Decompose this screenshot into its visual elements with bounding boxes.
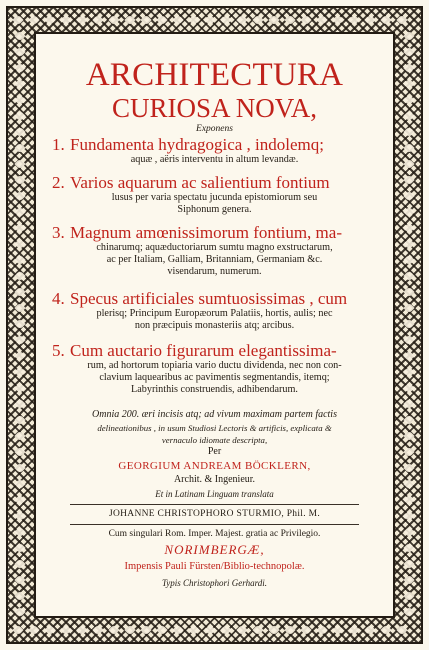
border-leaf-ornament xyxy=(403,478,414,489)
item-line: chinarumq; aquæductoriarum sumtu magno exstructarum, xyxy=(96,242,333,253)
border-leaf-ornament xyxy=(403,494,414,505)
border-leaf-ornament xyxy=(403,414,414,425)
border-leaf-ornament xyxy=(316,624,327,635)
border-leaf-ornament xyxy=(140,14,151,25)
item-line: Labyrinthis construendis, adhibendarum. xyxy=(131,384,298,395)
border-leaf-ornament xyxy=(14,462,25,473)
border-leaf-ornament xyxy=(140,624,151,635)
border-leaf-ornament xyxy=(28,624,39,635)
item-number: 1. xyxy=(52,135,65,154)
border-leaf-ornament xyxy=(188,14,199,25)
border-leaf-ornament xyxy=(14,206,25,217)
border-leaf-ornament xyxy=(14,526,25,537)
border-leaf-ornament xyxy=(236,14,247,25)
border-leaf-ornament xyxy=(14,190,25,201)
border-leaf-ornament xyxy=(14,366,25,377)
border-leaf-ornament xyxy=(403,398,414,409)
border-leaf-ornament xyxy=(60,14,71,25)
border-leaf-ornament xyxy=(14,110,25,121)
border-leaf-ornament xyxy=(403,222,414,233)
border-leaf-ornament xyxy=(403,334,414,345)
border-leaf-ornament xyxy=(108,14,119,25)
border-leaf-ornament xyxy=(403,526,414,537)
border-leaf-ornament xyxy=(364,624,375,635)
border-leaf-ornament xyxy=(396,14,407,25)
item-line: rum, ad hortorum topiaria vario ductu dividenda, nec non con- xyxy=(87,360,342,371)
border-leaf-ornament xyxy=(403,302,414,313)
border-leaf-ornament xyxy=(12,624,23,635)
item-heading: Varios aquarum ac salientium fontium xyxy=(70,173,330,192)
border-leaf-ornament xyxy=(76,624,87,635)
item-number: 3. xyxy=(52,223,65,242)
border-leaf-ornament xyxy=(403,606,414,617)
omnia-line-2: delineationibus , in usum Studiosi Lectoris & artificis, explicata & xyxy=(97,423,332,433)
border-leaf-ornament xyxy=(14,510,25,521)
item-line: plerisq; Principum Europæorum Palatiis, hortis, aulis; nec xyxy=(96,308,333,319)
border-leaf-ornament xyxy=(403,110,414,121)
border-leaf-ornament xyxy=(403,446,414,457)
border-leaf-ornament xyxy=(403,286,414,297)
border-leaf-ornament xyxy=(14,286,25,297)
border-leaf-ornament xyxy=(300,624,311,635)
border-leaf-ornament xyxy=(204,14,215,25)
item-line: aquæ , aëris interventu in altum levandæ. xyxy=(130,154,299,165)
border-leaf-ornament xyxy=(403,254,414,265)
border-leaf-ornament xyxy=(403,590,414,601)
item-heading: Cum auctario figurarum elegantissima- xyxy=(70,341,337,360)
border-leaf-ornament xyxy=(14,446,25,457)
border-leaf-ornament xyxy=(403,318,414,329)
border-leaf-ornament xyxy=(403,190,414,201)
border-leaf-ornament xyxy=(124,624,135,635)
border-leaf-ornament xyxy=(403,350,414,361)
border-leaf-ornament xyxy=(348,624,359,635)
divider xyxy=(70,524,359,525)
item-line: Siphonum genera. xyxy=(177,204,252,215)
author-name: GEORGIUM ANDREAM BÖCKLERN, xyxy=(118,460,311,472)
border-leaf-ornament xyxy=(14,238,25,249)
border-leaf-ornament xyxy=(403,206,414,217)
border-leaf-ornament xyxy=(156,624,167,635)
border-leaf-ornament xyxy=(60,624,71,635)
imprint-publisher: Impensis Pauli Fürsten/Biblio-technopolæ. xyxy=(124,561,305,572)
border-leaf-ornament xyxy=(284,624,295,635)
border-leaf-ornament xyxy=(14,270,25,281)
border-leaf-ornament xyxy=(14,318,25,329)
border-leaf-ornament xyxy=(403,270,414,281)
border-leaf-ornament xyxy=(268,14,279,25)
border-leaf-ornament xyxy=(403,142,414,153)
border-leaf-ornament xyxy=(284,14,295,25)
per-label: Per xyxy=(207,446,222,457)
border-leaf-ornament xyxy=(14,78,25,89)
contents-item-4 xyxy=(52,289,377,332)
omnia-line-3: vernaculo idiomate descripta, xyxy=(161,435,268,445)
border-leaf-ornament xyxy=(14,414,25,425)
border-leaf-ornament xyxy=(14,94,25,105)
border-leaf-ornament xyxy=(14,542,25,553)
border-leaf-ornament xyxy=(14,46,25,57)
title-line-2: CURIOSA NOVA, xyxy=(111,93,318,123)
border-leaf-ornament xyxy=(403,126,414,137)
privilege-line: Cum singulari Rom. Imper. Majest. gratia ac Privilegio. xyxy=(108,529,321,539)
border-leaf-ornament xyxy=(403,574,414,585)
border-leaf-ornament xyxy=(403,62,414,73)
border-leaf-ornament xyxy=(14,350,25,361)
border-leaf-ornament xyxy=(28,14,39,25)
item-number: 5. xyxy=(52,341,65,360)
border-leaf-ornament xyxy=(220,14,231,25)
contents-item-3 xyxy=(52,223,377,278)
item-heading: Specus artificiales sumtuosissimas , cum xyxy=(70,289,348,308)
border-leaf-ornament xyxy=(403,30,414,41)
item-line: ac per Italiam, Galliam, Britanniam, Germaniam &c. xyxy=(106,254,323,265)
border-leaf-ornament xyxy=(220,624,231,635)
border-leaf-ornament xyxy=(14,302,25,313)
border-leaf-ornament xyxy=(14,574,25,585)
border-leaf-ornament xyxy=(300,14,311,25)
border-leaf-ornament xyxy=(380,14,391,25)
border-leaf-ornament xyxy=(403,238,414,249)
border-leaf-ornament xyxy=(252,14,263,25)
border-leaf-ornament xyxy=(380,624,391,635)
title-line-1: ARCHITECTURA xyxy=(85,57,344,93)
border-leaf-ornament xyxy=(156,14,167,25)
border-leaf-ornament xyxy=(92,14,103,25)
translator-name: JOHANNE CHRISTOPHORO STURMIO, Phil. M. xyxy=(108,509,320,519)
border-leaf-ornament xyxy=(124,14,135,25)
border-leaf-ornament xyxy=(14,558,25,569)
contents-item-5 xyxy=(52,341,377,396)
item-line: visendarum, numerum. xyxy=(167,266,262,277)
omnia-line-1: Omnia 200. æri incisis atq; ad vivum maximam partem factis xyxy=(92,409,337,420)
border-leaf-ornament xyxy=(188,624,199,635)
border-leaf-ornament xyxy=(348,14,359,25)
border-leaf-ornament xyxy=(332,624,343,635)
border-leaf-ornament xyxy=(252,624,263,635)
border-leaf-ornament xyxy=(403,94,414,105)
border-leaf-ornament xyxy=(403,174,414,185)
border-leaf-ornament xyxy=(403,558,414,569)
contents-item-2 xyxy=(52,173,377,216)
item-number: 4. xyxy=(52,289,65,308)
item-line: non præcipuis monasteriis atq; arcibus. xyxy=(134,320,295,331)
border-leaf-ornament xyxy=(403,46,414,57)
border-leaf-ornament xyxy=(76,14,87,25)
border-leaf-ornament xyxy=(332,14,343,25)
border-leaf-ornament xyxy=(14,254,25,265)
author-role: Archit. & Ingenieur. xyxy=(173,474,256,485)
border-leaf-ornament xyxy=(44,14,55,25)
item-line: lusus per varia spectatu jucunda epistomiorum seu xyxy=(111,192,318,203)
border-leaf-ornament xyxy=(14,606,25,617)
border-leaf-ornament xyxy=(44,624,55,635)
border-leaf-ornament xyxy=(236,624,247,635)
border-leaf-ornament xyxy=(204,624,215,635)
border-leaf-ornament xyxy=(14,494,25,505)
border-leaf-ornament xyxy=(14,62,25,73)
border-leaf-ornament xyxy=(172,14,183,25)
exponens-label: Exponens xyxy=(196,124,233,134)
item-heading: Fundamenta hydragogica , indolemq; xyxy=(70,135,324,154)
border-leaf-ornament xyxy=(14,430,25,441)
imprint-printer: Typis Christophori Gerhardi. xyxy=(161,578,268,588)
border-leaf-ornament xyxy=(172,624,183,635)
border-leaf-ornament xyxy=(14,158,25,169)
border-leaf-ornament xyxy=(14,126,25,137)
item-heading: Magnum amœnissimorum fontium, ma- xyxy=(70,223,342,242)
border-leaf-ornament xyxy=(403,430,414,441)
contents-item-1 xyxy=(52,135,377,166)
border-leaf-ornament xyxy=(14,142,25,153)
border-leaf-ornament xyxy=(92,624,103,635)
border-leaf-ornament xyxy=(268,624,279,635)
item-number: 2. xyxy=(52,173,65,192)
border-leaf-ornament xyxy=(14,590,25,601)
border-leaf-ornament xyxy=(14,30,25,41)
item-line: clavium laquearibus ac pavimentis segmentandis, itemq; xyxy=(99,372,330,383)
title-page xyxy=(42,39,387,611)
border-leaf-ornament xyxy=(14,382,25,393)
border-leaf-ornament xyxy=(403,78,414,89)
border-leaf-ornament xyxy=(14,478,25,489)
divider xyxy=(70,504,359,505)
border-leaf-ornament xyxy=(14,174,25,185)
border-leaf-ornament xyxy=(403,158,414,169)
border-leaf-ornament xyxy=(14,398,25,409)
border-leaf-ornament xyxy=(14,334,25,345)
border-leaf-ornament xyxy=(12,14,23,25)
border-leaf-ornament xyxy=(403,542,414,553)
border-leaf-ornament xyxy=(403,366,414,377)
border-leaf-ornament xyxy=(403,510,414,521)
imprint-city: NORIMBERGÆ, xyxy=(164,542,265,557)
border-leaf-ornament xyxy=(396,624,407,635)
border-leaf-ornament xyxy=(403,382,414,393)
border-leaf-ornament xyxy=(108,624,119,635)
border-leaf-ornament xyxy=(316,14,327,25)
border-leaf-ornament xyxy=(364,14,375,25)
border-leaf-ornament xyxy=(403,462,414,473)
translation-line: Et in Latinam Linguam translata xyxy=(155,489,274,499)
border-leaf-ornament xyxy=(14,222,25,233)
